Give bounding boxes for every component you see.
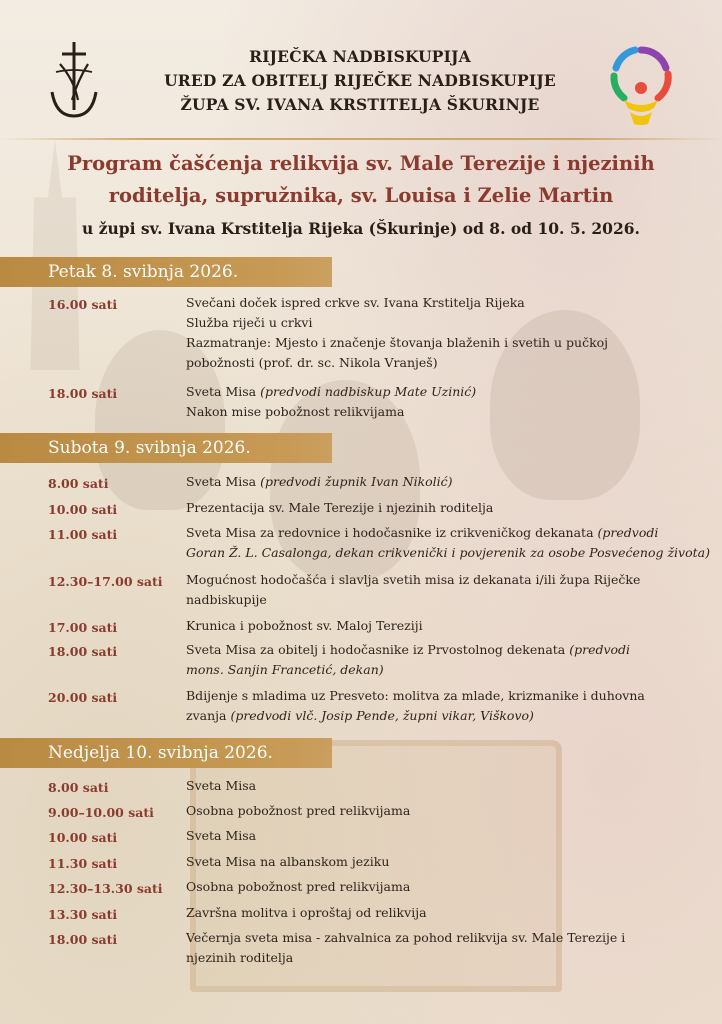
event-time: 8.00 sati xyxy=(48,780,109,795)
event-description: Sveta Misa (predvodi župnik Ivan Nikolić) xyxy=(186,474,453,489)
event-time: 20.00 sati xyxy=(48,690,118,705)
event-time: 17.00 sati xyxy=(48,620,118,635)
header-divider xyxy=(0,138,722,140)
event-description: Završna molitva i oproštaj od relikvija xyxy=(186,905,427,920)
event-description: Svečani doček ispred crkve sv. Ivana Krstitelja Rijeka Služba riječi u crkvi Razmatranje: Mjesto i značenje štovanja blaženih i svetih u pučkoj pobožnosti (prof. dr. sc. Nikola Vranješ) xyxy=(186,295,609,370)
event-description: Prezentacija sv. Male Terezije i njezinih roditelja xyxy=(186,500,494,515)
event-description: Sveta Misa xyxy=(186,778,257,793)
event-time: 10.00 sati xyxy=(48,830,118,845)
event-time: 10.00 sati xyxy=(48,502,118,517)
event-description: Bdijenje s mladima uz Presveto: molitva za mlade, krizmanike i duhovna zvanja (predvodi vlč. Josip Pende, župni vikar, Viškovo) xyxy=(186,688,645,723)
event-time: 12.30–13.30 sati xyxy=(48,881,163,896)
header-line-3: ŽUPA SV. IVANA KRSTITELJA ŠKURINJE xyxy=(180,95,540,114)
event-description: Osobna pobožnost pred relikvijama xyxy=(186,879,411,894)
event-description: Mogućnost hodočašća i slavlja svetih misa iz dekanata i/ili župa Riječke nadbiskupije xyxy=(186,572,641,607)
event-time: 16.00 sati xyxy=(48,297,118,312)
day-banner-saturday: Subota 9. svibnja 2026. xyxy=(0,433,332,463)
event-description: Sveta Misa xyxy=(186,828,257,843)
event-description: Sveta Misa za obitelj i hodočasnike iz Prvostolnog dekenata (predvodi mons. Sanjin Francetić, dekan) xyxy=(186,642,631,677)
event-description: Večernja sveta misa - zahvalnica za pohod relikvija sv. Male Terezije i njezinih roditelja xyxy=(186,930,626,965)
event-description: Sveta Misa (predvodi nadbiskup Mate Uzinić) Nakon mise pobožnost relikvijama xyxy=(186,384,477,419)
event-time: 18.00 sati xyxy=(48,386,118,401)
event-time: 12.30–17.00 sati xyxy=(48,574,163,589)
event-description: Sveta Misa za redovnice i hodočasnike iz crikveničkog dekanata (predvodi Goran Ž. L. Casalonga, dekan crikvenički i povjerenik za osobe Posvećenog života) xyxy=(186,525,710,560)
family-ring-icon xyxy=(608,46,674,128)
event-time: 13.30 sati xyxy=(48,907,118,922)
event-time: 11.00 sati xyxy=(48,527,118,542)
header-line-2: URED ZA OBITELJ RIJEČKE NADBISKUPIJE xyxy=(164,71,556,90)
event-time: 18.00 sati xyxy=(48,932,118,947)
event-time: 18.00 sati xyxy=(48,644,118,659)
day-banner-sunday: Nedjelja 10. svibnja 2026. xyxy=(0,738,332,768)
event-time: 9.00–10.00 sati xyxy=(48,805,154,820)
event-description: Sveta Misa na albanskom jeziku xyxy=(186,854,390,869)
event-time: 8.00 sati xyxy=(48,476,109,491)
program-title-line-1: Program čašćenja relikvija sv. Male Terezije i njezinih xyxy=(67,152,655,175)
anchor-cross-icon xyxy=(48,40,100,122)
program-subtitle: u župi sv. Ivana Krstitelja Rijeka (Škurinje) od 8. od 10. 5. 2026. xyxy=(82,219,640,238)
header xyxy=(0,0,722,135)
header-line-1: RIJEČKA NADBISKUPIJA xyxy=(249,47,471,66)
program-title-line-2: roditelja, supružnika, sv. Louisa i Zelie Martin xyxy=(108,184,614,207)
event-description: Osobna pobožnost pred relikvijama xyxy=(186,803,411,818)
event-description: Krunica i pobožnost sv. Maloj Tereziji xyxy=(186,618,423,633)
event-time: 11.30 sati xyxy=(48,856,118,871)
day-banner-friday: Petak 8. svibnja 2026. xyxy=(0,257,332,287)
